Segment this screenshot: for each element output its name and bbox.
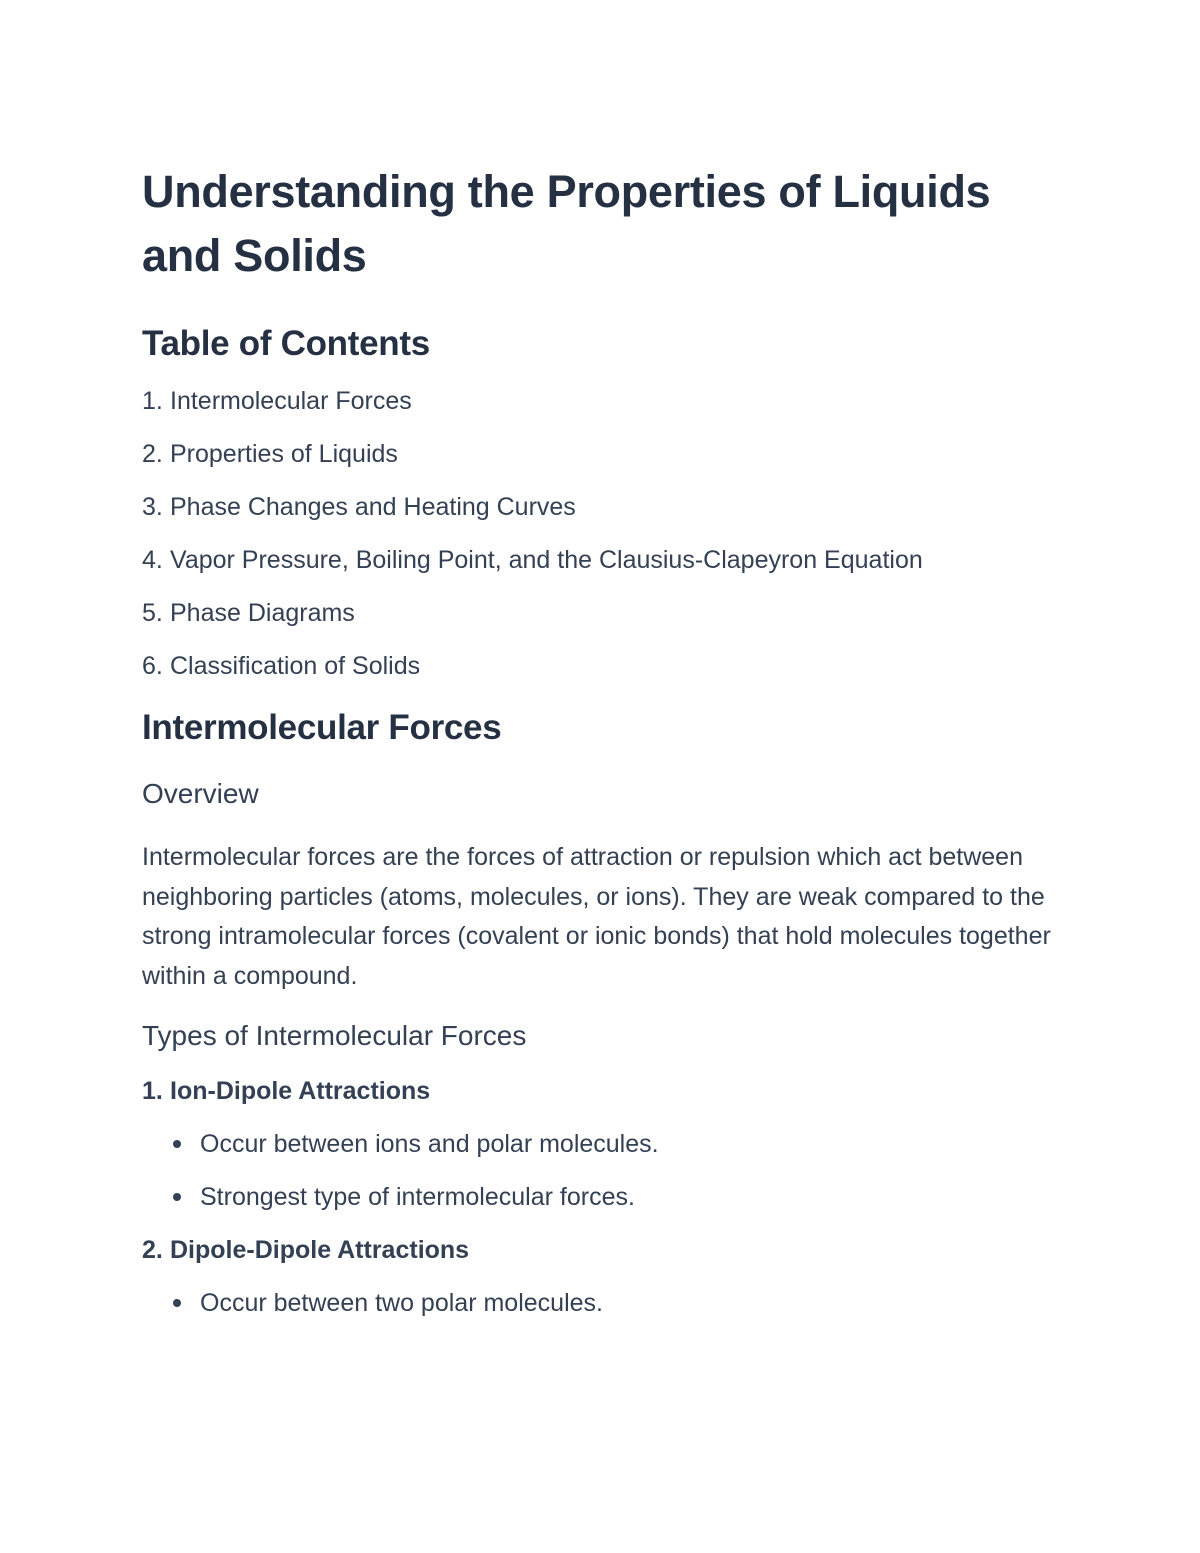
type-item <box>142 1235 1062 1318</box>
toc-item <box>142 651 1062 681</box>
bullet-icon <box>173 1193 181 1201</box>
toc-item-number: 5. <box>142 599 163 627</box>
section-heading: Intermolecular Forces <box>142 708 502 747</box>
overview-paragraph: Intermolecular forces are the forces of attraction or repulsion which act between neighboring particles (atoms, molecules, or ions). They are weak compared to the strong intramolecular forces (covalent or ionic bonds) that hold molecules together within a compound. <box>142 843 1051 990</box>
type-item-number: 2. <box>142 1236 163 1264</box>
type-item-label: Dipole-Dipole Attractions <box>170 1236 470 1264</box>
bullet-item <box>171 1288 1062 1318</box>
bullet-text: Strongest type of intermolecular forces. <box>200 1183 635 1211</box>
type-item-label: Ion-Dipole Attractions <box>170 1077 431 1105</box>
type-item-heading <box>142 1235 1062 1265</box>
toc-item <box>142 545 1062 575</box>
bullet-icon <box>173 1140 181 1148</box>
document-page <box>142 160 1062 1341</box>
type-bullets <box>142 1129 1062 1212</box>
bullet-text: Occur between ions and polar molecules. <box>200 1130 659 1158</box>
types-list <box>142 1076 1062 1318</box>
type-item-number: 1. <box>142 1077 163 1105</box>
toc-item-label: Phase Changes and Heating Curves <box>170 493 576 521</box>
toc-item-label: Vapor Pressure, Boiling Point, and the Clausius-Clapeyron Equation <box>170 546 923 574</box>
bullet-icon <box>173 1299 181 1307</box>
toc-heading: Table of Contents <box>142 324 430 363</box>
toc-item-number: 3. <box>142 493 163 521</box>
toc-item <box>142 598 1062 628</box>
bullet-item <box>171 1182 1062 1212</box>
types-heading: Types of Intermolecular Forces <box>142 1020 527 1051</box>
overview-heading: Overview <box>142 778 259 809</box>
toc-item <box>142 439 1062 469</box>
toc-item-label: Phase Diagrams <box>170 599 355 627</box>
toc-item-number: 1. <box>142 387 163 415</box>
toc-item-label: Intermolecular Forces <box>170 387 412 415</box>
toc-item-number: 4. <box>142 546 163 574</box>
toc-item-label: Classification of Solids <box>170 652 421 680</box>
toc-item-number: 6. <box>142 652 163 680</box>
type-item <box>142 1076 1062 1212</box>
document-title: Understanding the Properties of Liquids and Solids <box>142 166 991 281</box>
bullet-text: Occur between two polar molecules. <box>200 1289 603 1317</box>
bullet-item <box>171 1129 1062 1159</box>
toc-item-number: 2. <box>142 440 163 468</box>
toc-item <box>142 492 1062 522</box>
type-item-heading <box>142 1076 1062 1106</box>
toc-item <box>142 386 1062 416</box>
toc-item-label: Properties of Liquids <box>170 440 398 468</box>
table-of-contents <box>142 386 1062 681</box>
type-bullets <box>142 1288 1062 1318</box>
